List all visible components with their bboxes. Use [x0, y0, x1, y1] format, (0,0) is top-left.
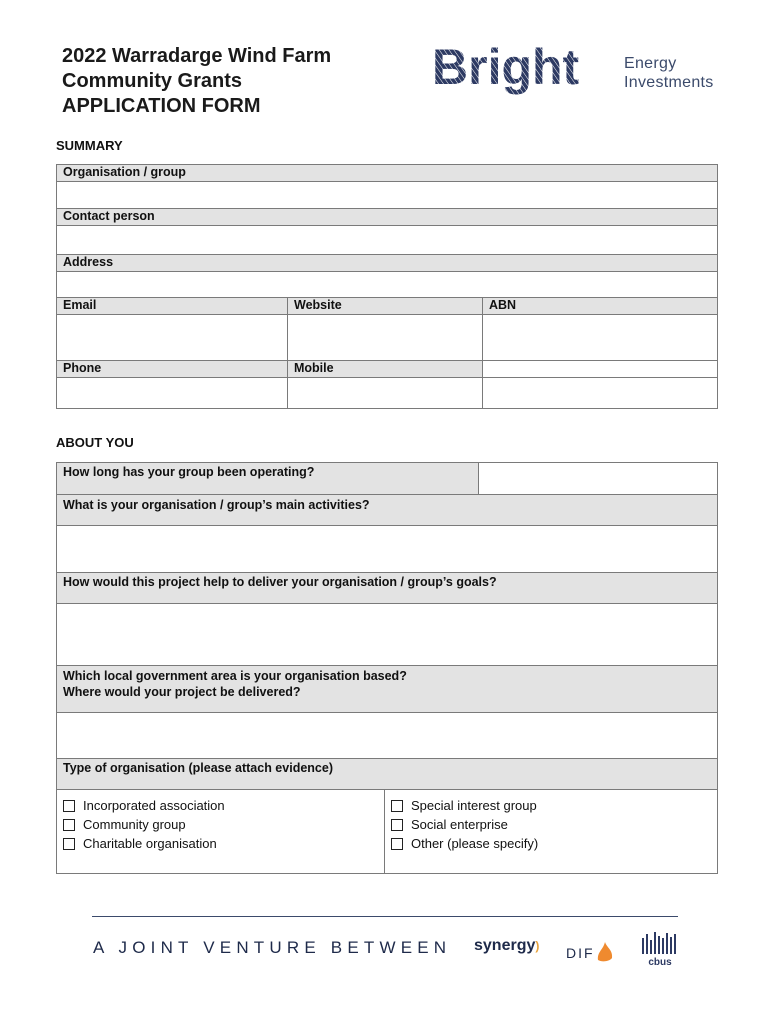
bright-logo-mark-icon	[432, 40, 622, 110]
lga-question-line-2: Where would your project be delivered?	[63, 685, 301, 699]
operating-input[interactable]	[479, 463, 718, 495]
type-question: Type of organisation (please attach evidence)	[57, 759, 718, 790]
abn-input-extension	[483, 361, 718, 378]
footer-divider	[92, 916, 678, 917]
option-social-enterprise[interactable]	[391, 815, 711, 834]
dif-logo-text: DIF	[566, 945, 595, 961]
option-label: Charitable organisation	[83, 836, 217, 851]
checkbox-icon[interactable]	[391, 838, 403, 850]
checkbox-icon[interactable]	[391, 800, 403, 812]
option-community-group[interactable]	[63, 815, 378, 834]
lga-question	[57, 666, 718, 713]
logo-line-1: Energy	[624, 55, 677, 72]
summary-table	[56, 164, 718, 409]
address-label: Address	[57, 255, 718, 272]
about-heading: ABOUT YOU	[56, 435, 134, 450]
bright-logo-text: Bright	[432, 40, 580, 95]
checkbox-icon[interactable]	[63, 800, 75, 812]
option-charitable-organisation[interactable]	[63, 834, 378, 853]
goals-question: How would this project help to deliver your organisation / group’s goals?	[57, 573, 718, 604]
email-label: Email	[57, 298, 288, 315]
mobile-label: Mobile	[288, 361, 483, 378]
synergy-swoosh-icon: )	[535, 939, 540, 953]
activities-question: What is your organisation / group’s main activities?	[57, 495, 718, 526]
title-line-2: Community Grants	[62, 70, 243, 92]
website-label: Website	[288, 298, 483, 315]
contact-input[interactable]	[57, 226, 718, 255]
abn-input[interactable]	[483, 315, 718, 361]
website-input[interactable]	[288, 315, 483, 361]
logo-line-2: Investments	[624, 74, 714, 91]
phone-input[interactable]	[57, 378, 288, 409]
title-line-3: APPLICATION FORM	[62, 95, 261, 117]
option-label: Social enterprise	[411, 817, 508, 832]
page-title	[62, 44, 422, 119]
bright-energy-logo	[432, 40, 732, 110]
logo-subtitle	[624, 54, 714, 92]
title-line-1: 2022 Warradarge Wind Farm	[62, 45, 332, 67]
cbus-logo	[640, 932, 680, 968]
checkbox-icon[interactable]	[63, 838, 75, 850]
operating-question: How long has your group been operating?	[57, 463, 479, 495]
option-label: Incorporated association	[83, 798, 225, 813]
lga-question-line-1: Which local government area is your organisation based?	[63, 669, 407, 683]
email-input[interactable]	[57, 315, 288, 361]
option-special-interest-group[interactable]	[391, 796, 711, 815]
dif-logo	[566, 940, 615, 962]
summary-heading: SUMMARY	[56, 138, 123, 153]
activities-input[interactable]	[57, 526, 718, 573]
cbus-logo-text: cbus	[648, 957, 672, 968]
lga-input[interactable]	[57, 713, 718, 759]
about-table	[56, 462, 718, 874]
option-incorporated-association[interactable]	[63, 796, 378, 815]
abn-label: ABN	[483, 298, 718, 315]
contact-label: Contact person	[57, 209, 718, 226]
organisation-label: Organisation / group	[57, 165, 718, 182]
synergy-logo	[474, 937, 539, 955]
option-label: Other (please specify)	[411, 836, 539, 851]
address-input[interactable]	[57, 272, 718, 298]
option-other[interactable]	[391, 834, 711, 853]
mobile-input[interactable]	[288, 378, 483, 409]
goals-input[interactable]	[57, 604, 718, 666]
synergy-logo-text: synergy	[474, 937, 536, 954]
dif-flame-icon	[595, 940, 615, 962]
organisation-input[interactable]	[57, 182, 718, 209]
blank-cell	[483, 378, 718, 409]
checkbox-icon[interactable]	[63, 819, 75, 831]
option-label: Community group	[83, 817, 186, 832]
phone-label: Phone	[57, 361, 288, 378]
type-options-right	[385, 790, 718, 874]
footer-joint-venture-text: A JOINT VENTURE BETWEEN	[93, 938, 452, 957]
cbus-bars-icon	[640, 932, 680, 954]
checkbox-icon[interactable]	[391, 819, 403, 831]
type-options-left	[57, 790, 385, 874]
option-label: Special interest group	[411, 798, 537, 813]
